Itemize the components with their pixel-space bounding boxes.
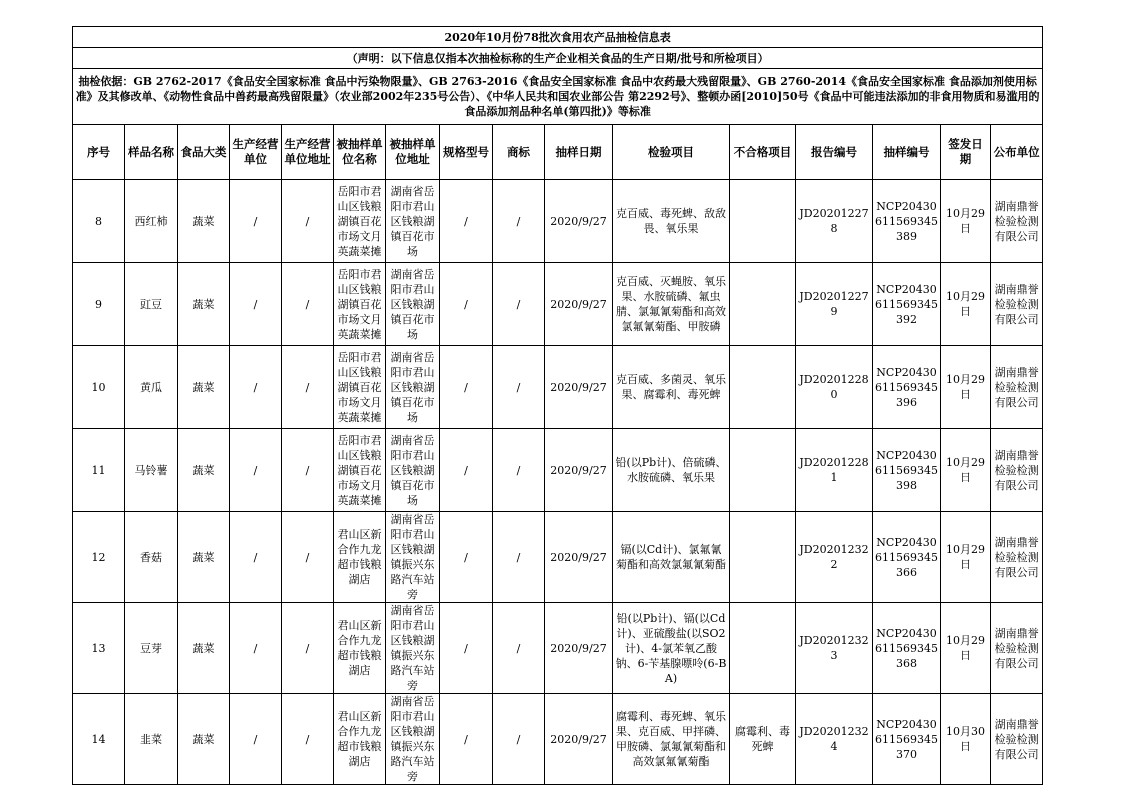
- col-header: 生产经营单位地址: [282, 125, 334, 180]
- cell-brand: /: [493, 512, 545, 603]
- cell-test-items: 克百威、多菌灵、氧乐果、腐霉利、毒死蜱: [613, 346, 730, 429]
- cell-issue-date: 10月29日: [941, 180, 991, 263]
- cell-sample-name: 豆芽: [125, 603, 178, 694]
- cell-sampling-date: 2020/9/27: [545, 263, 613, 346]
- cell-producer: /: [230, 429, 282, 512]
- cell-publisher: 湖南鼎誉检验检测有限公司: [991, 694, 1043, 785]
- col-header: 生产经营单位: [230, 125, 282, 180]
- cell-brand: /: [493, 346, 545, 429]
- cell-unqualified-items: [730, 512, 796, 603]
- cell-unqualified-items: [730, 263, 796, 346]
- cell-spec: /: [440, 346, 493, 429]
- cell-spec: /: [440, 180, 493, 263]
- cell-sampled-unit: 岳阳市君山区钱粮湖镇百花市场文月英蔬菜摊: [334, 263, 386, 346]
- cell-sampling-date: 2020/9/27: [545, 694, 613, 785]
- cell-producer: /: [230, 603, 282, 694]
- header-row: [73, 125, 1043, 180]
- cell-sample-no: NCP20430611569345392: [873, 263, 941, 346]
- cell-category: 蔬菜: [178, 263, 230, 346]
- cell-publisher: 湖南鼎誉检验检测有限公司: [991, 512, 1043, 603]
- cell-category: 蔬菜: [178, 346, 230, 429]
- cell-no: 13: [73, 603, 125, 694]
- cell-sample-no: NCP20430611569345370: [873, 694, 941, 785]
- cell-producer: /: [230, 180, 282, 263]
- cell-category: 蔬菜: [178, 512, 230, 603]
- cell-issue-date: 10月29日: [941, 512, 991, 603]
- cell-sample-no: NCP20430611569345396: [873, 346, 941, 429]
- cell-test-items: 铅(以Pb计)、倍硫磷、水胺硫磷、氧乐果: [613, 429, 730, 512]
- cell-sampled-address: 湖南省岳阳市君山区钱粮湖镇百花市场: [386, 180, 440, 263]
- cell-producer-address: /: [282, 263, 334, 346]
- cell-sample-name: 黄瓜: [125, 346, 178, 429]
- cell-sample-name: 西红柿: [125, 180, 178, 263]
- cell-spec: /: [440, 263, 493, 346]
- cell-unqualified-items: [730, 603, 796, 694]
- cell-publisher: 湖南鼎誉检验检测有限公司: [991, 263, 1043, 346]
- cell-sampled-address: 湖南省岳阳市君山区钱粮湖镇百花市场: [386, 346, 440, 429]
- cell-producer-address: /: [282, 429, 334, 512]
- cell-producer: /: [230, 263, 282, 346]
- cell-brand: /: [493, 263, 545, 346]
- table-row: [73, 429, 1043, 512]
- cell-issue-date: 10月30日: [941, 694, 991, 785]
- declaration: （声明：以下信息仅指本次抽检标称的生产企业相关食品的生产日期/批号和所检项目）: [73, 48, 1043, 69]
- cell-sampled-unit: 君山区新合作九龙超市钱粮湖店: [334, 694, 386, 785]
- col-header: 不合格项目: [730, 125, 796, 180]
- cell-publisher: 湖南鼎誉检验检测有限公司: [991, 346, 1043, 429]
- cell-brand: /: [493, 603, 545, 694]
- cell-test-items: 克百威、毒死蜱、敌敌畏、氧乐果: [613, 180, 730, 263]
- cell-spec: /: [440, 429, 493, 512]
- cell-issue-date: 10月29日: [941, 429, 991, 512]
- cell-report-no: JD202012279: [796, 263, 873, 346]
- cell-publisher: 湖南鼎誉检验检测有限公司: [991, 429, 1043, 512]
- table-row: [73, 694, 1043, 785]
- cell-unqualified-items: [730, 180, 796, 263]
- cell-test-items: 腐霉利、毒死蜱、氧乐果、克百威、甲拌磷、甲胺磷、氯氟氰菊酯和高效氯氟氰菊酯: [613, 694, 730, 785]
- table-row: [73, 512, 1043, 603]
- cell-no: 10: [73, 346, 125, 429]
- cell-no: 14: [73, 694, 125, 785]
- cell-sampled-unit: 岳阳市君山区钱粮湖镇百花市场文月英蔬菜摊: [334, 429, 386, 512]
- cell-unqualified-items: [730, 429, 796, 512]
- cell-brand: /: [493, 694, 545, 785]
- cell-sampling-date: 2020/9/27: [545, 429, 613, 512]
- cell-category: 蔬菜: [178, 694, 230, 785]
- cell-no: 8: [73, 180, 125, 263]
- cell-sampled-address: 湖南省岳阳市君山区钱粮湖镇振兴东路汽车站旁: [386, 512, 440, 603]
- cell-report-no: JD202012281: [796, 429, 873, 512]
- inspection-basis: 抽检依据：GB 2762-2017《食品安全国家标准 食品中污染物限量》、GB 2763-2016《食品安全国家标准 食品中农药最大残留限量》、GB 2760-2014《食品安全国家标准 食品添加剂使用标准》及其修改单、《动物性食品中兽药最高残留限量》（农业部2002年235号公告）、《中华人民共和国农业部公告 第2292号》、整顿办函[2010]50号《食品中可能违法添加的非食用物质和易滥用的食品添加剂品种名单(第四批)》等标准: [73, 69, 1043, 125]
- cell-sampled-unit: 君山区新合作九龙超市钱粮湖店: [334, 512, 386, 603]
- cell-unqualified-items: 腐霉利、毒死蜱: [730, 694, 796, 785]
- cell-sampled-address: 湖南省岳阳市君山区钱粮湖镇振兴东路汽车站旁: [386, 603, 440, 694]
- cell-no: 9: [73, 263, 125, 346]
- cell-sampling-date: 2020/9/27: [545, 346, 613, 429]
- cell-category: 蔬菜: [178, 603, 230, 694]
- cell-producer: /: [230, 346, 282, 429]
- table-row: [73, 603, 1043, 694]
- cell-publisher: 湖南鼎誉检验检测有限公司: [991, 180, 1043, 263]
- cell-sampled-address: 湖南省岳阳市君山区钱粮湖镇百花市场: [386, 263, 440, 346]
- cell-report-no: JD202012324: [796, 694, 873, 785]
- col-header: 样品名称: [125, 125, 178, 180]
- cell-sampled-address: 湖南省岳阳市君山区钱粮湖镇百花市场: [386, 429, 440, 512]
- cell-sample-no: NCP20430611569345366: [873, 512, 941, 603]
- cell-producer-address: /: [282, 694, 334, 785]
- col-header: 检验项目: [613, 125, 730, 180]
- cell-sample-name: 香菇: [125, 512, 178, 603]
- cell-brand: /: [493, 429, 545, 512]
- cell-sampling-date: 2020/9/27: [545, 603, 613, 694]
- cell-category: 蔬菜: [178, 429, 230, 512]
- cell-sampled-unit: 岳阳市君山区钱粮湖镇百花市场文月英蔬菜摊: [334, 180, 386, 263]
- cell-sampling-date: 2020/9/27: [545, 180, 613, 263]
- cell-sampled-unit: 岳阳市君山区钱粮湖镇百花市场文月英蔬菜摊: [334, 346, 386, 429]
- table-title: 2020年10月份78批次食用农产品抽检信息表: [73, 27, 1043, 48]
- col-header: 抽样日期: [545, 125, 613, 180]
- cell-sample-name: 豇豆: [125, 263, 178, 346]
- cell-sample-name: 韭菜: [125, 694, 178, 785]
- col-header: 公布单位: [991, 125, 1043, 180]
- cell-producer-address: /: [282, 603, 334, 694]
- table-row: [73, 180, 1043, 263]
- col-header: 商标: [493, 125, 545, 180]
- col-header: 抽样编号: [873, 125, 941, 180]
- cell-sampling-date: 2020/9/27: [545, 512, 613, 603]
- col-header: 规格型号: [440, 125, 493, 180]
- cell-spec: /: [440, 694, 493, 785]
- cell-issue-date: 10月29日: [941, 346, 991, 429]
- cell-sample-no: NCP20430611569345398: [873, 429, 941, 512]
- cell-producer: /: [230, 694, 282, 785]
- cell-test-items: 克百威、灭蝇胺、氧乐果、水胺硫磷、氟虫腈、氯氟氰菊酯和高效氯氟氰菊酯、甲胺磷: [613, 263, 730, 346]
- inspection-table: [72, 26, 1043, 785]
- cell-no: 11: [73, 429, 125, 512]
- cell-unqualified-items: [730, 346, 796, 429]
- cell-sampled-address: 湖南省岳阳市君山区钱粮湖镇振兴东路汽车站旁: [386, 694, 440, 785]
- cell-spec: /: [440, 512, 493, 603]
- cell-sampled-unit: 君山区新合作九龙超市钱粮湖店: [334, 603, 386, 694]
- cell-report-no: JD202012322: [796, 512, 873, 603]
- cell-producer-address: /: [282, 180, 334, 263]
- cell-test-items: 铅(以Pb计)、镉(以Cd计)、亚硫酸盐(以SO2计)、4-氯苯氧乙酸钠、6-苄基腺嘌呤(6-BA): [613, 603, 730, 694]
- cell-publisher: 湖南鼎誉检验检测有限公司: [991, 603, 1043, 694]
- cell-sample-no: NCP20430611569345389: [873, 180, 941, 263]
- cell-issue-date: 10月29日: [941, 603, 991, 694]
- col-header: 食品大类: [178, 125, 230, 180]
- cell-test-items: 镉(以Cd计)、氯氟氰菊酯和高效氯氟氰菊酯: [613, 512, 730, 603]
- cell-report-no: JD202012323: [796, 603, 873, 694]
- cell-category: 蔬菜: [178, 180, 230, 263]
- cell-sample-name: 马铃薯: [125, 429, 178, 512]
- col-header: 签发日期: [941, 125, 991, 180]
- cell-report-no: JD202012278: [796, 180, 873, 263]
- col-header: 被抽样单位地址: [386, 125, 440, 180]
- cell-brand: /: [493, 180, 545, 263]
- cell-producer: /: [230, 512, 282, 603]
- cell-report-no: JD202012280: [796, 346, 873, 429]
- col-header: 序号: [73, 125, 125, 180]
- col-header: 被抽样单位名称: [334, 125, 386, 180]
- cell-sample-no: NCP20430611569345368: [873, 603, 941, 694]
- cell-no: 12: [73, 512, 125, 603]
- table-row: [73, 346, 1043, 429]
- cell-issue-date: 10月29日: [941, 263, 991, 346]
- table-row: [73, 263, 1043, 346]
- col-header: 报告编号: [796, 125, 873, 180]
- cell-spec: /: [440, 603, 493, 694]
- cell-producer-address: /: [282, 346, 334, 429]
- cell-producer-address: /: [282, 512, 334, 603]
